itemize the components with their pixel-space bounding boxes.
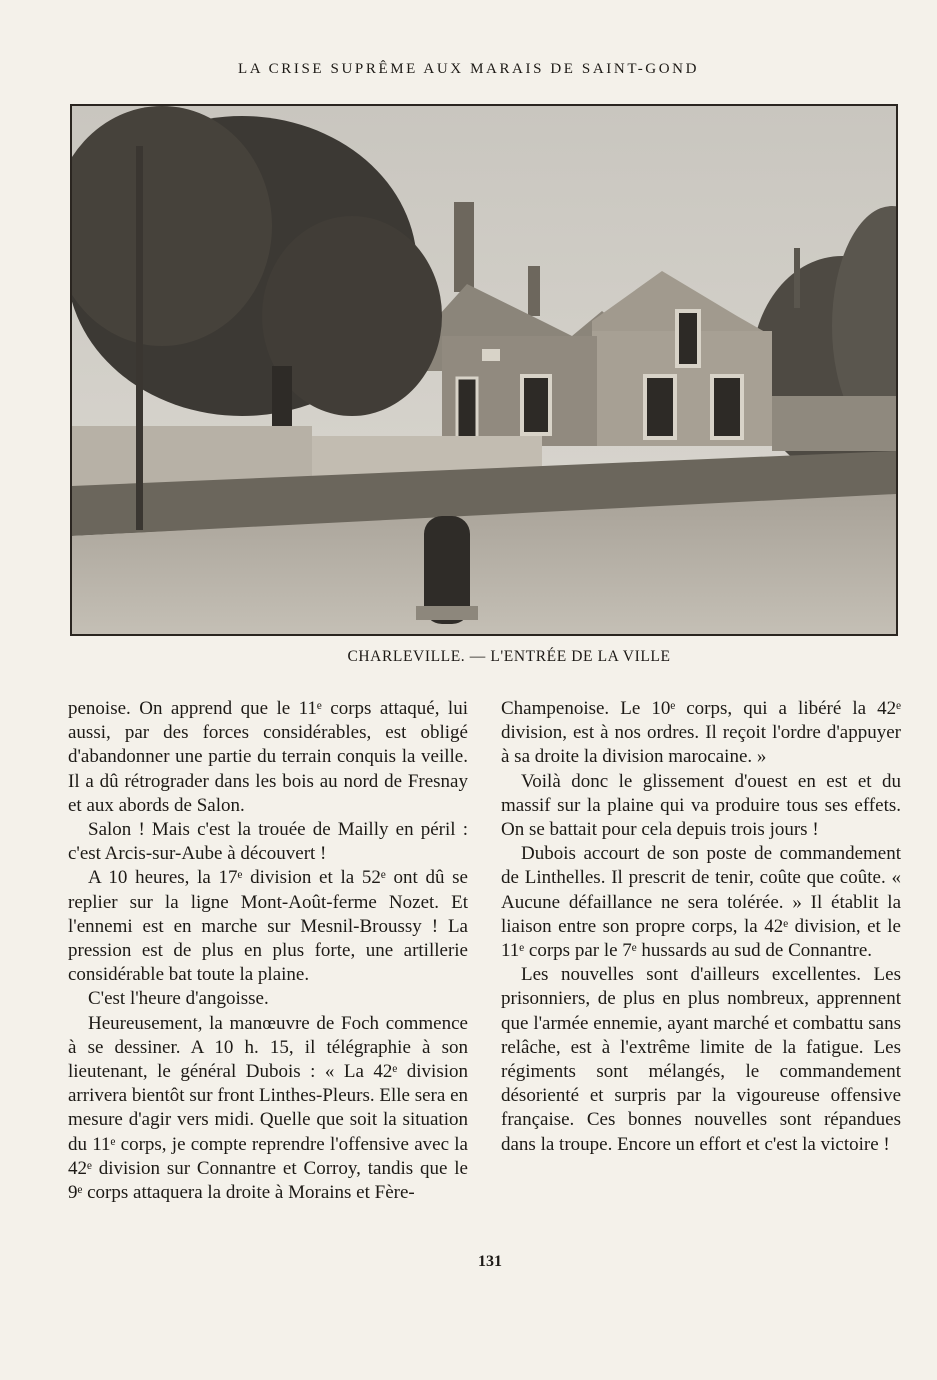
photograph (70, 104, 898, 636)
village-entrance-photo (72, 106, 896, 634)
paragraph: Dubois accourt de son poste de commandement de Linthelles. Il prescrit de tenir, coûte que coûte. « Aucune défaillance ne sera tolérée. » Il établit la liaison entre son propre corps, la 42ᵉ division, et le 11ᵉ corps par le 7ᵉ hussards au sud de Connantre. (501, 843, 901, 962)
paragraph: Champenoise. Le 10ᵉ corps, qui a libéré la 42ᵉ division, est à nos ordres. Il reçoit l'ordre d'appuyer à sa droite la division marocaine. » (501, 698, 901, 768)
page-number: 131 (478, 1253, 502, 1270)
right-text-column (501, 697, 901, 1157)
running-title: LA CRISE SUPRÊME AUX MARAIS DE SAINT-GOND (237, 61, 700, 77)
left-text-column (68, 697, 468, 1205)
paragraph: Heureusement, la manœuvre de Foch commence à se dessiner. A 10 h. 15, il télégraphie à son lieutenant, le général Dubois : « La 42ᵉ division arrivera bientôt sur front Linthes-Pleurs. Elle sera en mesure d'agir vers midi. Quelle que soit la situation du 11ᵉ corps, je compte reprendre l'offensive avec la 42ᵉ division sur Connantre et Corroy, tandis que le 9ᵉ corps attaquera la droite à Morains et Fère- (68, 1012, 468, 1204)
photo-caption: CHARLEVILLE. — L'ENTRÉE DE LA VILLE (347, 648, 671, 665)
paragraph: C'est l'heure d'angoisse. (88, 988, 269, 1010)
paragraph: A 10 heures, la 17ᵉ division et la 52ᵉ ont dû se replier sur la ligne Mont-Août-ferme Nozet. Et l'ennemi est en marche sur Mesnil-Broussy ! La pression est de plus en plus forte, une artillerie considérable bat toute la plaine. (68, 867, 468, 986)
paragraph: Voilà donc le glissement d'ouest en est et du massif sur la plaine qui va produire tous ses effets. On se battait pour cela depuis trois jours ! (501, 770, 901, 841)
paragraph: penoise. On apprend que le 11ᵉ corps attaqué, lui aussi, par des forces considérables, est obligé d'abandonner une partie du terrain conquis la veille. Il a dû rétrograder dans les bois au nord de Fresnay et aux abords de Salon. (68, 698, 468, 816)
paragraph: Les nouvelles sont d'ailleurs excellentes. Les prisonniers, de plus en plus nombreux, apprennent que l'armée ennemie, ayant marché et combattu sans relâche, est à l'extrême limite de la fatigue. Les régiments sont mélangés, le commandement désorienté et surpris par la vigoureuse offensive française. Ces bonnes nouvelles sont répandues dans la troupe. Encore un effort et c'est la victoire ! (501, 964, 901, 1155)
paragraph: Salon ! Mais c'est la trouée de Mailly en péril : c'est Arcis-sur-Aube à découvert ! (68, 819, 468, 865)
